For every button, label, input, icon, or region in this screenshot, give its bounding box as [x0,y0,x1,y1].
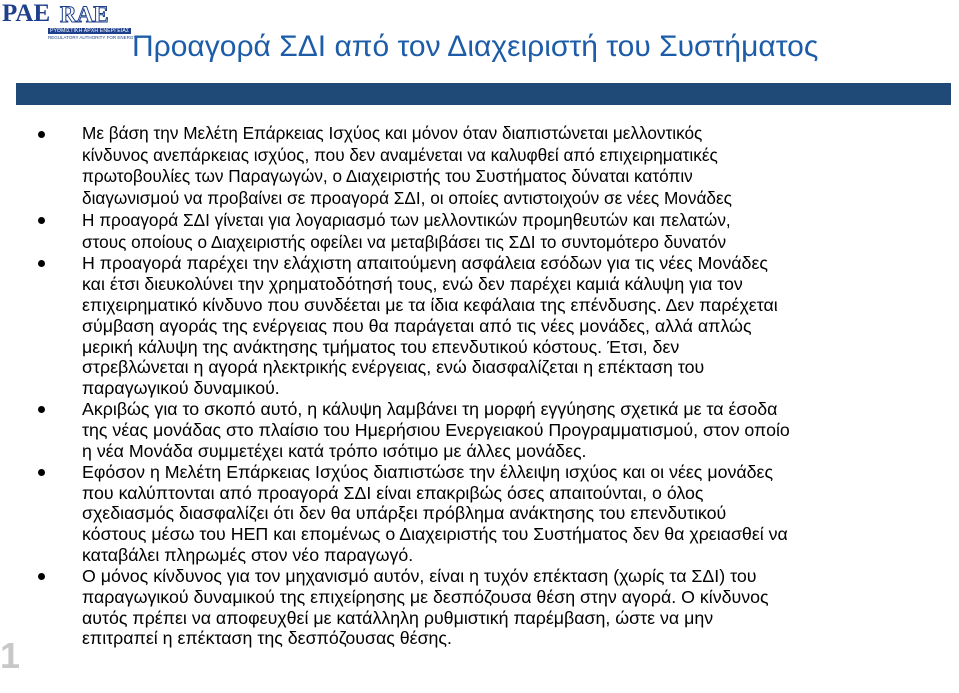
bullet-item [38,253,790,399]
bullet-dot-icon [38,406,45,413]
bullet-dot-icon [38,260,45,267]
bullet-text-line: στους οποίους ο Διαχειριστής οφείλει να μεταβιβάσει τις ΣΔΙ το συντομότερο δυνατόν [82,231,727,252]
bullet-dot-icon [38,131,45,138]
bullet-text-line: η νέα Μονάδα συμμετέχει κατά τρόπο ισότιμο με άλλες μονάδες. [82,440,587,461]
bullet-dot-icon [38,217,45,224]
bullet-item [38,399,790,462]
bullet-text-line: στρεβλώνεται η αγορά ηλεκτρικής ενέργειας, ενώ διασφαλίζεται η επέκταση του [82,357,705,378]
bullet-dot-icon [38,469,45,476]
rae-logo [0,0,137,42]
bullet-text-line: Η προαγορά παρέχει την ελάχιστη απαιτούμενη ασφάλεια εσόδων για τις νέες Μονάδες [82,253,768,274]
slide-title: Προαγορά ΣΔΙ από τον Διαχειριστή του Συστήματος [132,30,819,63]
logo-rae-text: RAE [60,2,109,27]
bullet-item [38,123,790,210]
logo-subtitle-greek: ΡΥΘΜΙΣΤΙΚΗ ΑΡΧΗ ΕΝΕΡΓΕΙΑΣ [50,28,130,34]
bullet-text-line: επιτραπεί η επέκταση της δεσπόζουσας θέσης. [82,628,452,649]
bullet-text-line: που καλύπτονται από προαγορά ΣΔΙ είναι επακριβώς όσες απαιτούνται, ο όλος [82,482,704,503]
logo-pae-text: PAE [2,0,51,27]
logo-subtitle-english: REGULATORY AUTHORITY FOR ENERGY [48,35,137,40]
bullet-text-line: Η προαγορά ΣΔΙ γίνεται για λογαριασμό των μελλοντικών προμηθευτών και πελατών, [82,209,731,230]
bullet-dot-icon [38,573,45,580]
bullet-text-line: σύμβαση αγοράς της ενέργειας που θα παράγεται από τις νέες μονάδες, αλλά απλώς [82,315,752,336]
title-divider-bar [16,83,951,105]
bullet-text-line: Ο μόνος κίνδυνος για τον μηχανισμό αυτόν, είναι η τυχόν επέκταση (χωρίς τα ΣΔΙ) του [82,565,757,586]
bullet-text-line: της νέας μονάδας στο πλαίσιο του Ημερήσιου Ενεργειακού Προγραμματισμού, στον οποίο [82,419,790,440]
bullet-text-line: Με βάση την Μελέτη Επάρκειας Ισχύος και μόνον όταν διαπιστώνεται μελλοντικός [82,123,703,143]
bullet-text-line: αυτός πρέπει να αποφευχθεί με κατάλληλη ρυθμιστική παρέμβαση, ώστε να μην [82,607,714,628]
bullet-text-line: κόστους μέσω του ΗΕΠ και επομένως ο Διαχειριστής του Συστήματος δεν θα χρειασθεί να [82,524,788,545]
bullet-text-line: και έτσι διευκολύνει την χρηματοδότησή τους, ενώ δεν παρέχει καμιά κάλυψη για τον [82,274,743,295]
bullet-text-line: επιχειρηματικό κίνδυνο που συνδέεται με τα ίδια κεφάλαια της επένδυσης. Δεν παρέχεται [82,294,778,315]
bullet-text-line: σχεδιασμός διασφαλίζει ότι δεν θα υπάρξει πρόβλημα ανάκτησης του επενδυτικού [82,503,727,524]
bullet-item [38,462,790,566]
bullet-text-line: παραγωγικού δυναμικού. [82,378,280,399]
bullet-item [38,566,790,649]
bullet-text-line: διαγωνισμού να προβαίνει σε προαγορά ΣΔΙ, οι οποίες αντιστοιχούν σε νέες Μονάδες [82,188,732,209]
page-number: 1 [0,635,21,676]
bullet-list [38,123,790,649]
bullet-text-line: παραγωγικού δυναμικού της επιχείρησης με δεσπόζουσα θέση στην αγορά. Ο κίνδυνος [82,586,769,607]
bullet-text-line: πρωτοβουλίες των Παραγωγών, ο Διαχειριστής του Συστήματος δύναται κατόπιν [82,166,693,187]
bullet-text-line: μερική κάλυψη της ανάκτησης τμήματος του επενδυτικού κόστους. Έτσι, δεν [82,336,680,357]
bullet-text-line: κίνδυνος ανεπάρκειας ισχύος, που δεν αναμένεται να καλυφθεί από επιχειρηματικές [82,144,718,165]
bullet-text-line: Εφόσον η Μελέτη Επάρκειας Ισχύος διαπιστώσε την έλλειψη ισχύος και οι νέες μονάδες [82,461,774,482]
bullet-text-line: Ακριβώς για το σκοπό αυτό, η κάλυψη λαμβάνει τη μορφή εγγύησης σχετικά με τα έσοδα [82,399,778,420]
bullet-item [38,210,790,253]
bullet-text-line: καταβάλει πληρωμές στον νέο παραγωγό. [82,545,414,566]
